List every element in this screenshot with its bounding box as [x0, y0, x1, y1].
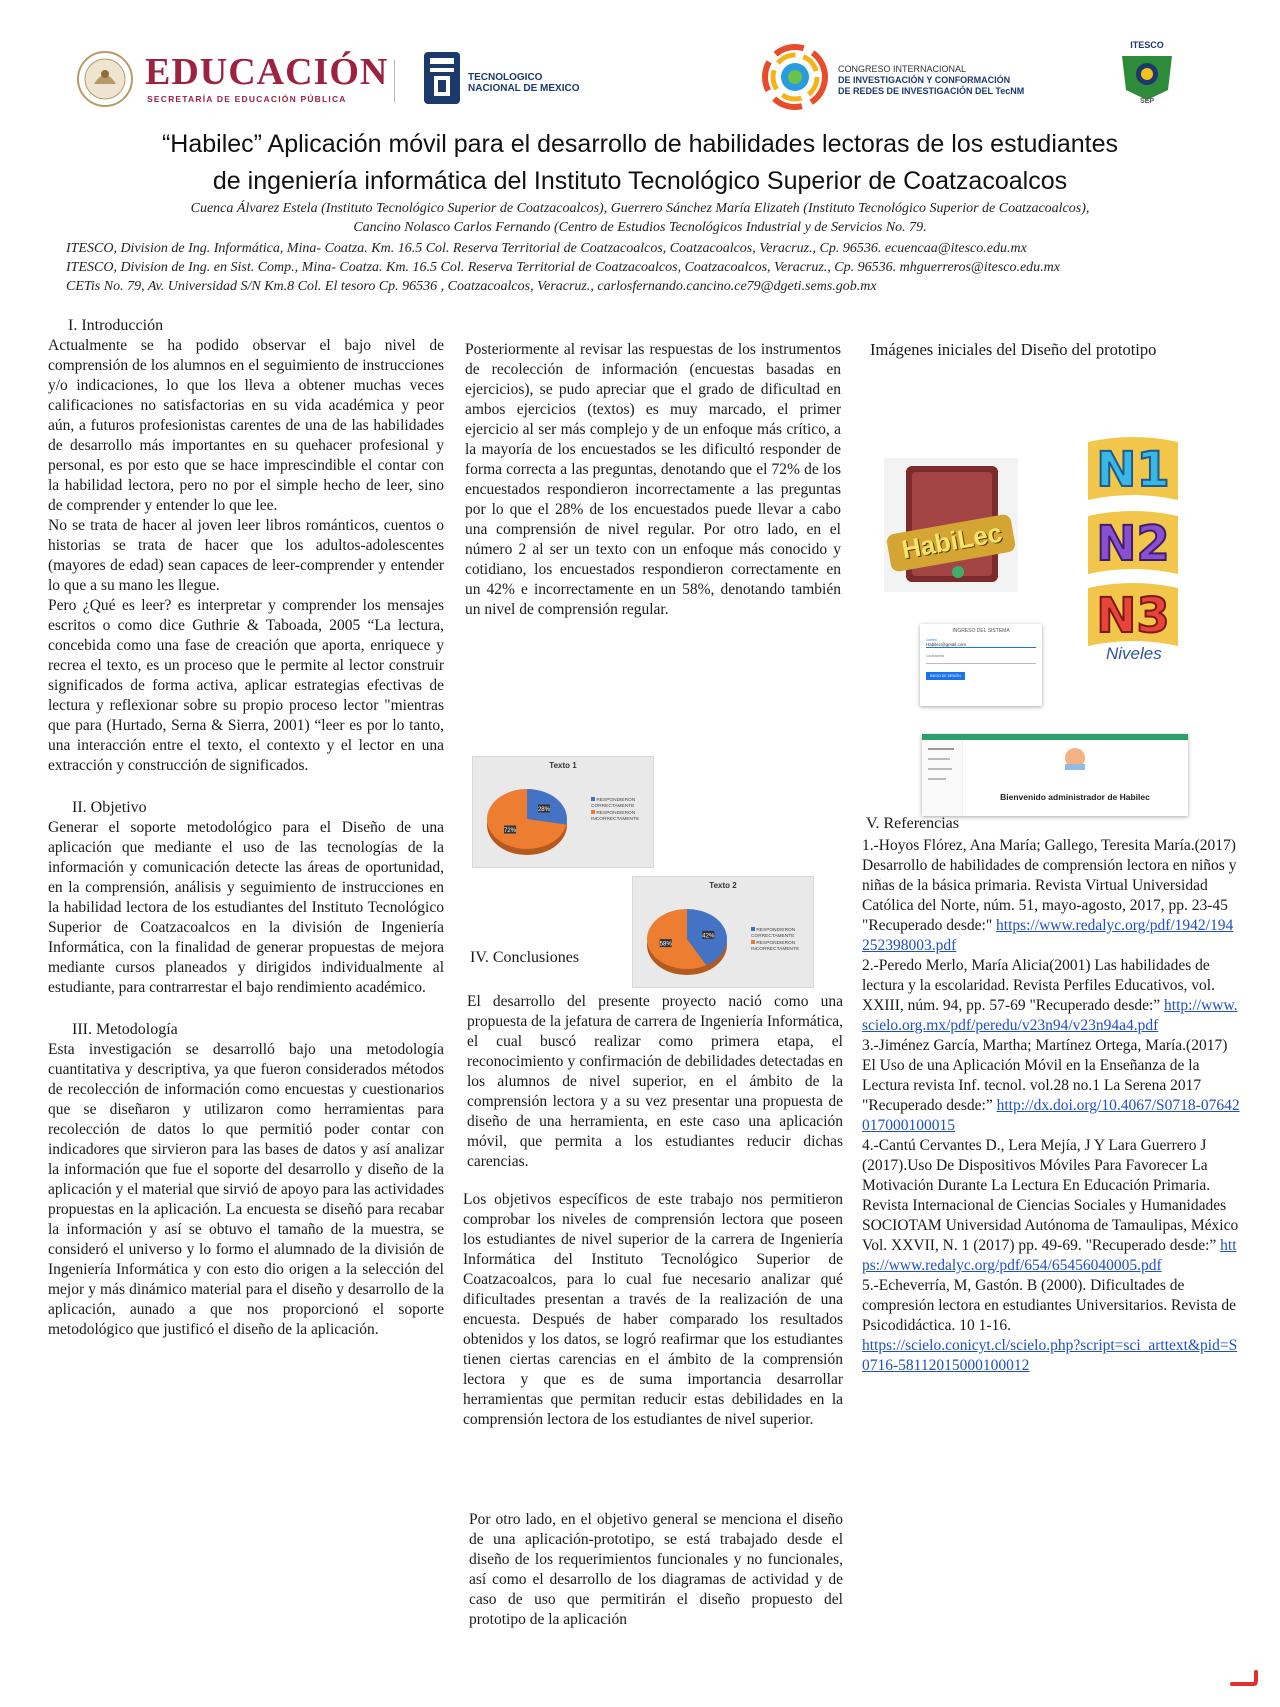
tecnm-logo-text	[468, 72, 580, 94]
reference-link[interactable]: http://dx.doi.org/10.4067/S0718-07642017000100015	[862, 1097, 1240, 1134]
chart-1-legend-item-1	[591, 797, 651, 810]
reference-text: 2.-Peredo Merlo, María Alicia(2001) Las habilidades de lectura y la escolaridad. Revista Perfiles Educativos, vol. XXIII, núm. 94, pp. 57-69 "Recuperado desde:”	[862, 957, 1215, 1014]
edu-logo-main: EDUCACIÓN	[145, 51, 389, 93]
conclusions-paragraph-2: Los objetivos específicos de este trabajo nos permitieron comprobar los niveles de comprensión lectora que poseen los estudiantes de nivel superior de la carrera de Ingeniería Informática del Instituto Tecnológico Superior de Coatzacoalcos, para lo cual fue necesario analizar qué dificultades presentan a través de la realización de una encuesta. Después de haber comparado los resultados obtenidos y los datos, se logró reafirmar que los estudiantes tienen ciertas carencias en el ámbito de la comprensión lectora y que es de suma importancia desarrollar herramientas que permitan reducir estas debilidades en la comprensión lectora de los estudiantes de nivel superior.	[463, 1191, 843, 1428]
references-list	[862, 836, 1240, 1376]
congress-line3: DE REDES DE INVESTIGACIÓN DEL TecNM	[838, 86, 1025, 96]
tecnm-line1: TECNOLOGICO	[468, 72, 543, 83]
login-password-field[interactable]	[926, 658, 1036, 664]
poster-title	[40, 126, 1240, 200]
itesco-label: ITESCO	[1130, 40, 1164, 50]
results-paragraph: Posteriormente al revisar las respuestas de los instrumentos de recolección de información (encuestas basadas en ejercicios), se pudo apreciar que el grado de dificultad en ambos ejercicios (textos) es muy marcado, el primer ejercicio al ser más complejo y de un enfoque más crítico, a la mayoría de los encuestados se les dificultó responder de forma correcta a las preguntas, denotando que el 72% de los encuestados respondieron incorrectamente a las preguntas por lo que el 28% de los encuestados puede llevar a cabo una comprensión de nivel regular. Por otro lado, en el número 2 al ser un texto con un enfoque más conocido y cotidiano, los encuestados respondieron correctamente en un 42% e incorrectamente en un 58%, denotando también un nivel de comprensión regular.	[465, 341, 841, 618]
reference-item	[862, 836, 1240, 956]
niveles-label: Niveles	[1106, 644, 1162, 663]
admin-screen-mockup	[922, 734, 1188, 816]
itesco-sub: SEP	[1139, 98, 1154, 105]
reference-text: 4.-Cantú Cervantes D., Lera Mejía, J Y Lara Guerrero J (2017).Uso De Dispositivos Móviles Para Favorecer La Motivación Durante La Lectura En Educación Primaria. Revista Internacional de Ciencias Sociales y Humanidades SOCIOTAM Universidad Autónoma de Tamaulipas, México Vol. XXVII, N. 1 (2017) pp. 49-69. "Recuperado desde:”	[862, 1137, 1239, 1254]
methodology-paragraph: Esta investigación se desarrolló bajo una metodología cuantitativa y descriptiva, ya que fueron considerados métodos de recolección de información como encuestas y cuestionarios que se diseñaron y utilizaron como herramientas para recolección de datos lo que permitió poder contar con indicadores que sirvieron para las bases de datos y así analizar la información que fue el soporte del desarrollo y diseño de la aplicación y el material que sirvió de apoyo para las actividades propuestas en la aplicación. La encuesta se diseñó para recabar la información y así se obtuvo el tamaño de la muestra, se consideró el universo y lo formo el alumnado de la división de Ingeniería Informática y con esto dio origen a la selección del mejor y más dinámico material para el diseño y desarrollo de la aplicación, aunado a que nos proporcionó el soporte metodológico que justificó el diseño de la aplicación.	[48, 1041, 444, 1338]
chart-2-legend-label-1: RESPONDIERON CORRECTAMENTE	[751, 928, 796, 939]
edu-logo-sub: SECRETARÍA DE EDUCACIÓN PÚBLICA	[147, 94, 347, 104]
reference-link[interactable]: https://www.redalyc.org/pdf/654/65456040005.pdf	[862, 1237, 1237, 1274]
column-middle-bottom	[467, 992, 843, 1172]
chart-1-title: Texto 1	[549, 761, 577, 770]
chart-1-pie	[481, 775, 589, 863]
login-email-field[interactable]: Habilec@gmail.com	[926, 642, 1036, 648]
affiliation-2: ITESCO, Division de Ing. en Sist. Comp., Mina- Coatza. Km. 16.5 Col. Reserva Territorial de Coatzacoalcos, Coatzacoalcos, Veracruz., Cp. 96536. mhguerreros@itesco.edu.mx	[66, 260, 1060, 275]
pie-data-label: 42%	[702, 933, 715, 940]
divider	[394, 60, 395, 102]
references-heading: V. Referencias	[866, 815, 959, 832]
svg-text:N1: N1	[1096, 442, 1170, 498]
congress-line1: CONGRESO INTERNACIONAL	[838, 64, 967, 74]
login-title: INGRESO DEL SISTEMA	[952, 628, 1010, 634]
level-badge-n3	[1084, 580, 1182, 650]
reference-link[interactable]: https://www.redalyc.org/pdf/1942/194252398003.pdf	[862, 917, 1234, 954]
chart-2-legend-item-1	[751, 927, 811, 940]
chart-2-pie	[641, 895, 749, 983]
reference-link[interactable]: https://scielo.conicyt.cl/scielo.php?script=sci_arttext&pid=S0716-58112015000100012	[862, 1337, 1238, 1374]
intro-heading: I. Introducción	[68, 317, 164, 334]
images-heading: Imágenes iniciales del Diseño del prototipo	[870, 340, 1157, 359]
reference-text: 1.-Hoyos Flórez, Ana María; Gallego, Teresita María.(2017) Desarrollo de habilidades de comprensión lectora en niños y niñas de la básica primaria. Revista Virtual Universidad Católica del Norte, núm. 51, mayo-agosto, 2017, pp. 23-45 "Recuperado desde:"	[862, 837, 1237, 934]
conclusions-heading: IV. Conclusiones	[470, 949, 580, 966]
authors-line1: Cuenca Álvarez Estela (Instituto Tecnológico Superior de Coatzacoalcos), Guerrero Sánchez María Elizateh (Instituto Tecnológico Superior de Coatzacoalcos),	[190, 201, 1090, 216]
login-email-label: Correo	[926, 638, 937, 642]
chart-2-legend-label-2: RESPONDIERON INCORRECTAMENTE	[751, 941, 800, 952]
tecnm-logo-icon	[420, 48, 464, 108]
congress-line2: DE INVESTIGACIÓN Y CONFORMACIÓN	[838, 75, 1011, 85]
affiliation-3: CETis No. 79, Av. Universidad S/N Km.8 Col. El tesoro Cp. 96536 , Coatzacoalcos, Veracruz., carlosfernando.cancino.ce79@dgeti.sems.gob.mx	[66, 279, 877, 294]
habilec-app-logo	[884, 458, 1018, 592]
chart-2-legend-item-2	[751, 940, 811, 953]
reference-text: 5.-Echeverría, M, Gastón. B (2000). Dificultades de compresión lectora en estudiantes Universitarios. Revista de Psicodidáctica. 10 1-16.	[862, 1277, 1237, 1334]
column-middle-bottom-2	[463, 1190, 843, 1430]
legend-swatch-blue	[591, 797, 595, 801]
pie-data-label: 58%	[659, 941, 672, 948]
corner-mark-icon	[1230, 1670, 1258, 1688]
chart-2-title: Texto 2	[709, 881, 737, 890]
level-badge-n1	[1084, 434, 1182, 504]
column-middle-bottom-3	[469, 1510, 843, 1630]
reference-link[interactable]: http://www.scielo.org.mx/pdf/peredu/v23n94/v23n94a4.pdf	[862, 997, 1238, 1034]
column-middle-top	[465, 340, 841, 620]
svg-text:N2: N2	[1096, 516, 1170, 572]
pie-data-label: 28%	[537, 806, 550, 813]
congress-logo-text	[838, 64, 1024, 97]
title-line2: de ingeniería informática del Instituto Tecnológico Superior de Coatzacoalcos	[212, 167, 1068, 195]
reference-item	[862, 1136, 1240, 1276]
title-line1: “Habilec” Aplicación móvil para el desarrollo de habilidades lectoras de los estudiantes	[161, 130, 1119, 158]
reference-item	[862, 1036, 1240, 1136]
legend-swatch-blue	[751, 927, 755, 931]
chart-texto-2	[632, 876, 814, 988]
svg-text:N3: N3	[1096, 588, 1170, 644]
congress-logo-icon	[762, 44, 828, 110]
intro-paragraph-3: Pero ¿Qué es leer? es interpretar y comprender los mensajes escritos o como dice Guthrie & Taboada, 2005 “La lectura, concebida como una fase de creación que aporta, enriquece y recrea el texto, es un proceso que le permite al lector construir significados de forma activa, aplicar estrategias efectivas de lectura y reflexionar sobre su propio proceso lector "mientras que para (Hurtado, Serna & Sierra, 2001) “leer es por lo tanto, una interacción entre el texto, el contexto y el lector en una extracción y construcción de significados.	[48, 597, 444, 774]
chart-1-legend	[591, 797, 651, 823]
chart-1-legend-label-1: RESPONDIERON CORRECTAMENTE	[591, 798, 636, 809]
chart-1-legend-label-2: RESPONDIERON INCORRECTAMENTE	[591, 811, 640, 822]
reference-text: 3.-Jiménez García, Martha; Martínez Ortega, María.(2017) El Uso de una Aplicación Móvil en la Enseñanza de la Lectura revista Inf. tecnol. vol.28 no.1 La Serena 2017 "Recuperado desde:”	[862, 1037, 1228, 1114]
admin-welcome-text: Bienvenido administrador de Habilec	[1000, 792, 1150, 802]
tecnm-line2: NACIONAL DE MEXICO	[468, 83, 580, 94]
authors	[40, 200, 1240, 237]
objective-paragraph: Generar el soporte metodológico para el Diseño de una aplicación que mediante el uso de las tecnologías de la información y comunicación detecte las áreas de oportunidad, en la comprensión, análisis y seguimiento de instrucciones en la habilidad lectora de los estudiantes del Instituto Tecnológico Superior de Coatzacoalcos en la división de Ingeniería Informática, con la finalidad de generar propuestas de mejora mediante cursos planeados y dirigidos individualmente al estudiante, para contrarrestar el bajo rendimiento académico.	[48, 819, 444, 996]
login-screen-mockup	[920, 624, 1042, 706]
legend-swatch-orange	[751, 940, 755, 944]
admin-sidebar	[922, 740, 963, 816]
intro-paragraph-1: Actualmente se ha podido observar el bajo nivel de comprensión de los alumnos en el seguimiento de instrucciones y/o indicaciones, lo que los lleva a obtener muchas veces calificaciones no satisfactorias en su vida académica y peor aún, a futuros profesionistas carentes de una de las habilidades de desarrollo más importantes en su quehacer profesional y personal, es por esto que se hace imprescindible el contar con la habilidad lectora, pero no por el simple hecho de leer, sino de comprender y entender lo que lee.	[48, 337, 444, 514]
affiliation-1: ITESCO, Division de Ing. Informática, Mina- Coatza. Km. 16.5 Col. Reserva Territorial de Coatzacoalcos, Coatzacoalcos, Veracruz., Cp. 96536. ecuencaa@itesco.edu.mx	[66, 241, 1027, 256]
chart-2-legend	[751, 927, 811, 953]
admin-illustration	[1060, 746, 1090, 772]
intro-paragraph-2: No se trata de hacer al joven leer libros románticos, cuentos o historias se trata de hacer que los adultos-adolescentes (mayores de edad) sean capaces de leer-comprender y entender lo que a su mano les llegue.	[48, 517, 444, 594]
itesco-logo	[1112, 40, 1182, 112]
chart-texto-1	[472, 756, 654, 868]
objective-heading: II. Objetivo	[72, 799, 147, 816]
column-left	[48, 316, 444, 1340]
login-button[interactable]: INICIO DE SESIÓN	[926, 672, 965, 680]
authors-line2: Cancino Nolasco Carlos Fernando (Centro de Estudios Tecnológicos Industrial y de Servicios No. 79.	[353, 219, 927, 235]
pie-data-label: 72%	[504, 828, 517, 835]
conclusions-paragraph-1: El desarrollo del presente proyecto nació como una propuesta de la jefatura de carrera de Ingeniería Informática, el cual buscó realizar como primera etapa, el reconocimiento y confirmación de debilidades detectadas en los alumnos de nivel superior, en el ámbito de la comprensión lectora y a su vez presentar una propuesta de diseño de una herramienta, en este caso una aplicación móvil, que permita a los estudiantes reducir dichas carencias.	[467, 993, 843, 1170]
conclusions-paragraph-3: Por otro lado, en el objetivo general se menciona el diseño de una aplicación-prototipo, se está trabajado desde el diseño de los requerimientos funcionales y no funcionales, así como el desarrollo de los diagramas de actividad y de caso de uso que permitirán el diseño propuesto del prototipo de la aplicación	[469, 1511, 843, 1628]
legend-swatch-orange	[591, 810, 595, 814]
login-password-label: Contraseña	[926, 654, 945, 658]
sep-seal-logo	[76, 50, 134, 108]
reference-item	[862, 1276, 1240, 1376]
methodology-heading: III. Metodología	[72, 1021, 178, 1038]
reference-item	[862, 956, 1240, 1036]
chart-1-legend-item-2	[591, 810, 651, 823]
habilec-logo-text: HabiLec	[899, 517, 1005, 565]
level-badge-n2	[1084, 508, 1182, 578]
